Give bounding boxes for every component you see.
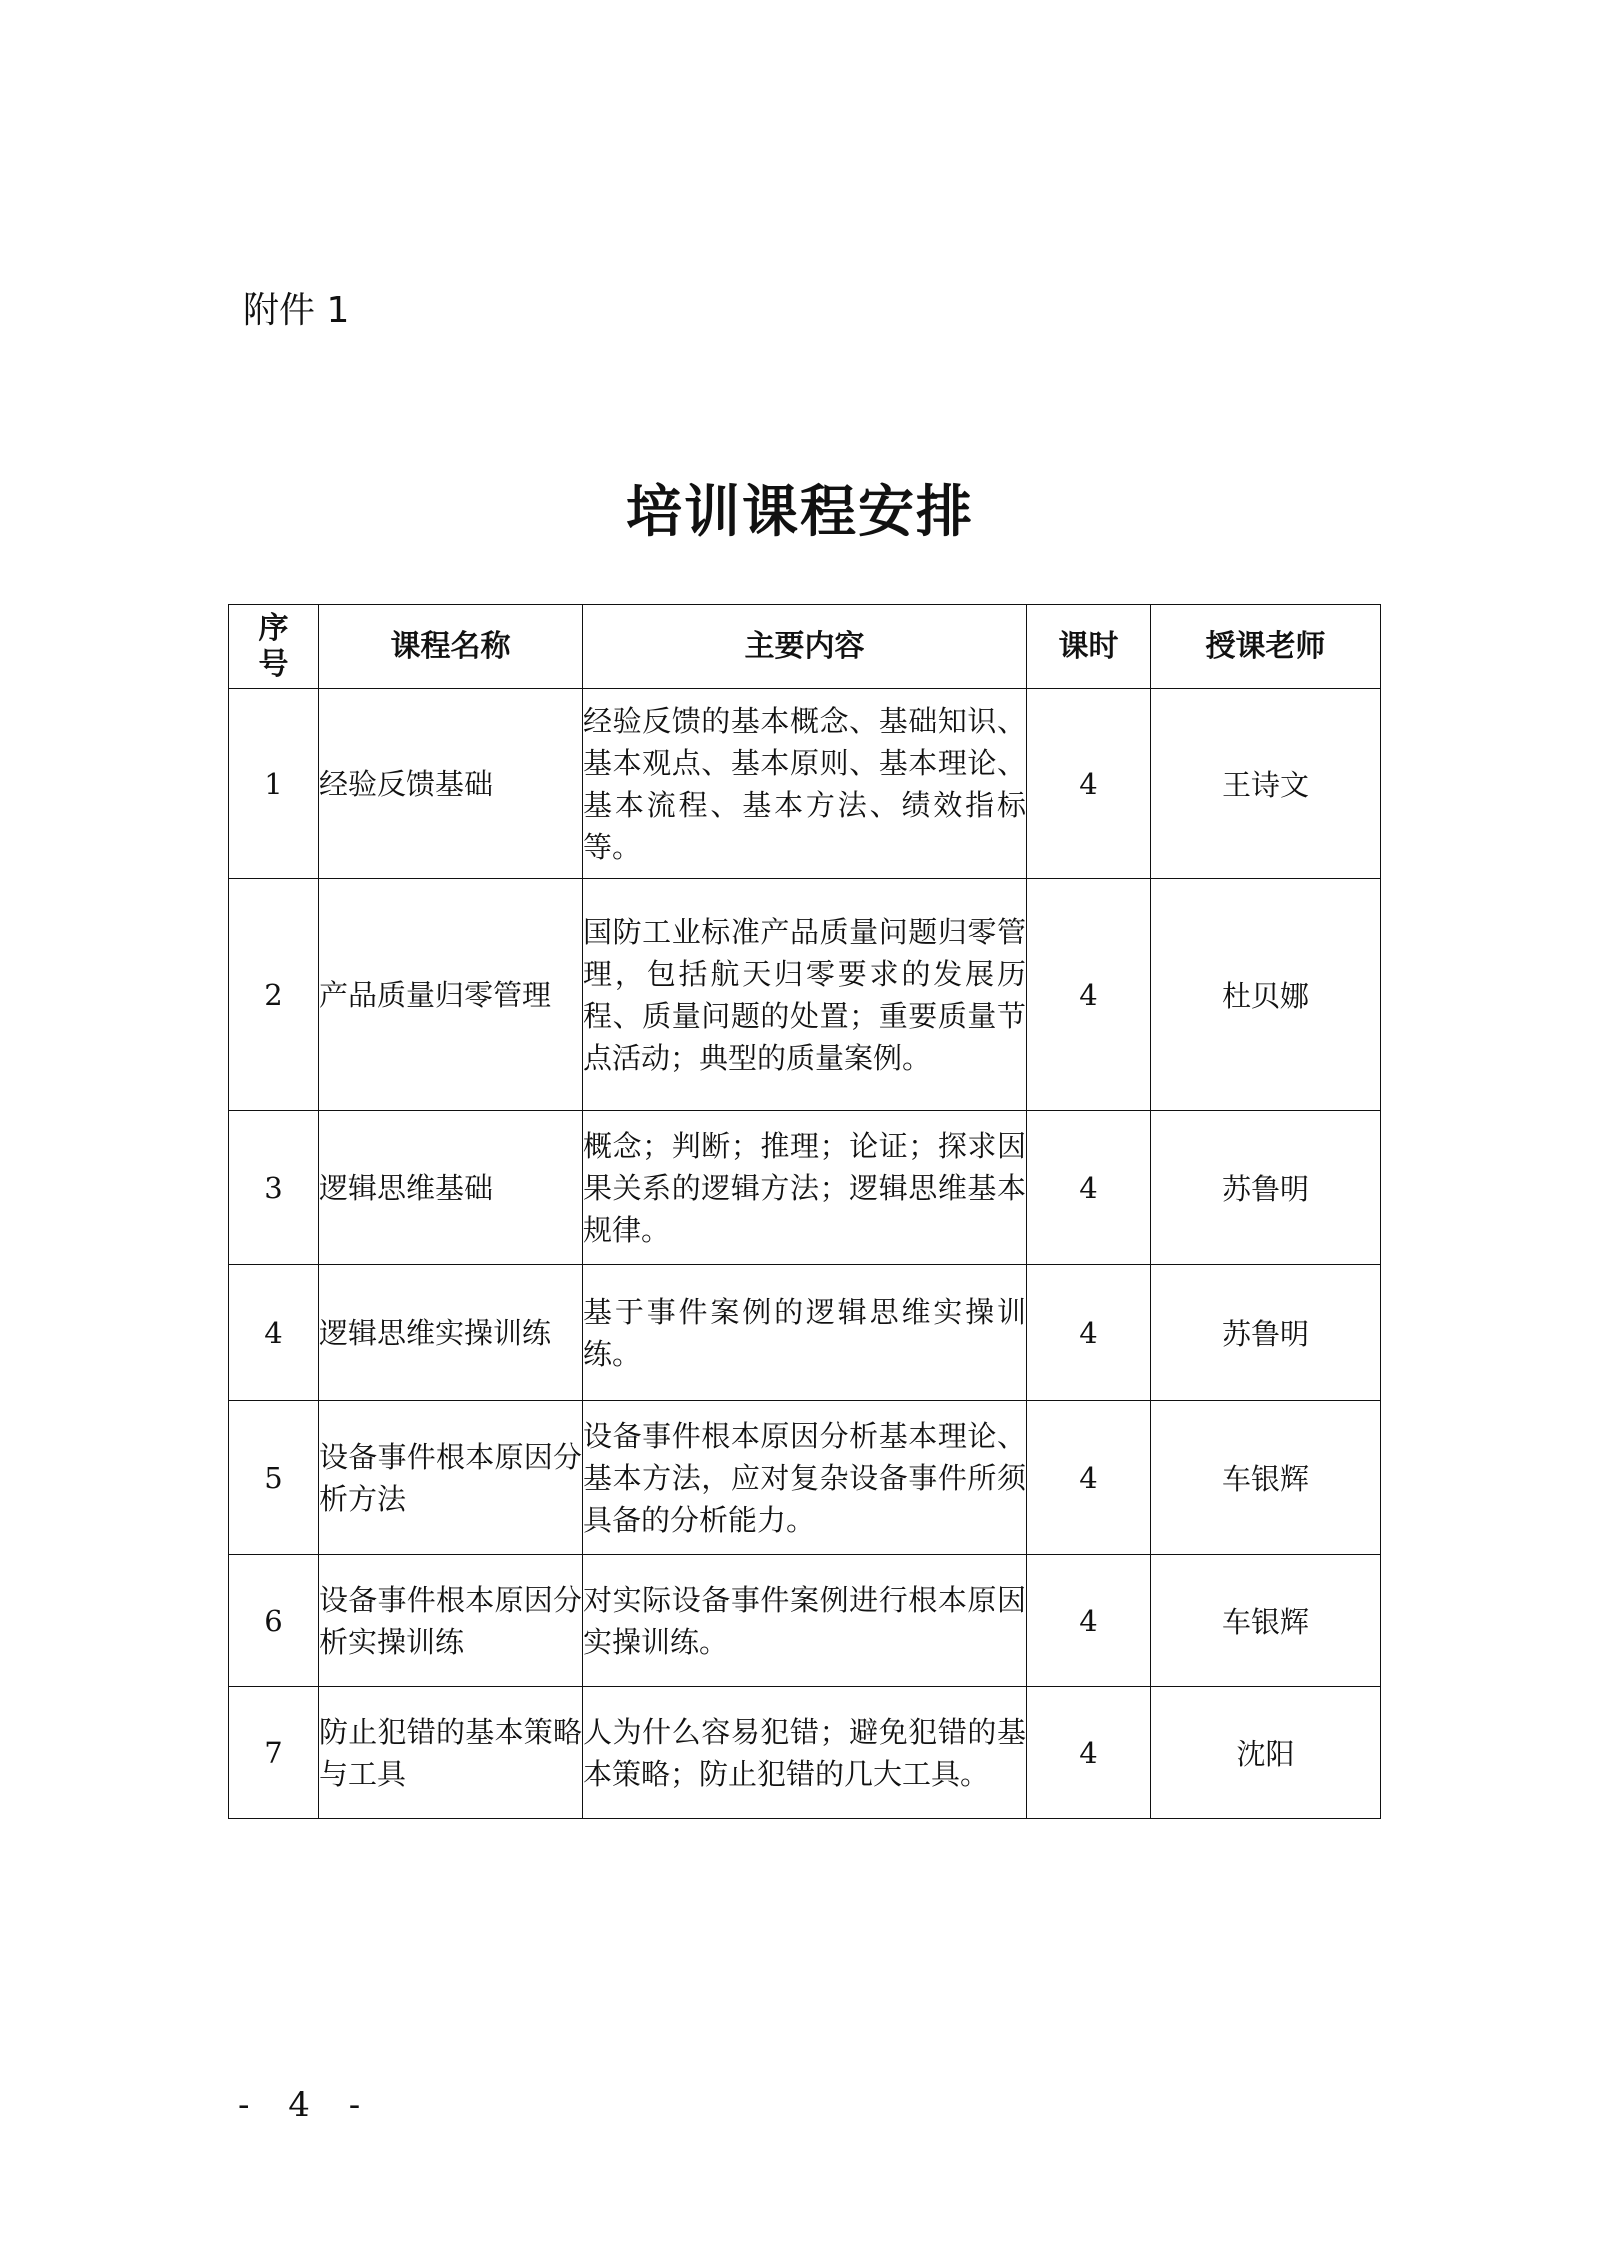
cell-hours: 4: [1027, 1265, 1151, 1401]
cell-teacher: 苏鲁明: [1151, 1265, 1381, 1401]
cell-course-name: 设备事件根本原因分析方法: [319, 1401, 583, 1555]
cell-main-content: 设备事件根本原因分析基本理论、基本方法，应对复杂设备事件所须具备的分析能力。: [583, 1401, 1027, 1555]
cell-main-content: 经验反馈的基本概念、基础知识、基本观点、基本原则、基本理论、基本流程、基本方法、绩效指标等。: [583, 689, 1027, 879]
cell-main-content: 国防工业标准产品质量问题归零管理，包括航天归零要求的发展历程、质量问题的处置；重要质量节点活动；典型的质量案例。: [583, 879, 1027, 1111]
cell-teacher: 杜贝娜: [1151, 879, 1381, 1111]
page-title: 培训课程安排: [626, 479, 974, 545]
cell-course-name: 经验反馈基础: [319, 689, 583, 879]
table-header-row: [229, 605, 1381, 689]
cell-course-name: 产品质量归零管理: [319, 879, 583, 1111]
cell-teacher: 沈阳: [1151, 1687, 1381, 1819]
cell-course-name: 防止犯错的基本策略与工具: [319, 1687, 583, 1819]
cell-course-name: 设备事件根本原因分析实操训练: [319, 1555, 583, 1687]
cell-teacher: 苏鲁明: [1151, 1111, 1381, 1265]
course-schedule-table: [228, 604, 1381, 1819]
cell-no: 7: [229, 1687, 319, 1819]
cell-teacher: 王诗文: [1151, 689, 1381, 879]
cell-main-content: 对实际设备事件案例进行根本原因实操训练。: [583, 1555, 1027, 1687]
cell-hours: 4: [1027, 1401, 1151, 1555]
cell-course-name: 逻辑思维实操训练: [319, 1265, 583, 1401]
cell-hours: 4: [1027, 1687, 1151, 1819]
attachment-label: 附件 1: [243, 290, 350, 331]
cell-main-content: 人为什么容易犯错；避免犯错的基本策略；防止犯错的几大工具。: [583, 1687, 1027, 1819]
cell-hours: 4: [1027, 879, 1151, 1111]
cell-main-content: 概念；判断；推理；论证；探求因果关系的逻辑方法；逻辑思维基本规律。: [583, 1111, 1027, 1265]
table-row: [229, 879, 1381, 1111]
header-hours: 课时: [1027, 605, 1151, 689]
cell-no: 1: [229, 689, 319, 879]
page-number: - 4 -: [238, 2085, 375, 2125]
table-row: [229, 689, 1381, 879]
header-main-content: 主要内容: [583, 605, 1027, 689]
cell-main-content: 基于事件案例的逻辑思维实操训练。: [583, 1265, 1027, 1401]
cell-course-name: 逻辑思维基础: [319, 1111, 583, 1265]
cell-teacher: 车银辉: [1151, 1555, 1381, 1687]
cell-no: 6: [229, 1555, 319, 1687]
cell-hours: 4: [1027, 1555, 1151, 1687]
cell-no: 5: [229, 1401, 319, 1555]
header-course-name: 课程名称: [319, 605, 583, 689]
cell-no: 2: [229, 879, 319, 1111]
header-teacher: 授课老师: [1151, 605, 1381, 689]
cell-teacher: 车银辉: [1151, 1401, 1381, 1555]
table-row: [229, 1265, 1381, 1401]
table-row: [229, 1687, 1381, 1819]
cell-hours: 4: [1027, 1111, 1151, 1265]
cell-no: 3: [229, 1111, 319, 1265]
table-row: [229, 1555, 1381, 1687]
header-no: 序号: [229, 605, 319, 689]
cell-no: 4: [229, 1265, 319, 1401]
table-row: [229, 1401, 1381, 1555]
cell-hours: 4: [1027, 689, 1151, 879]
table-row: [229, 1111, 1381, 1265]
